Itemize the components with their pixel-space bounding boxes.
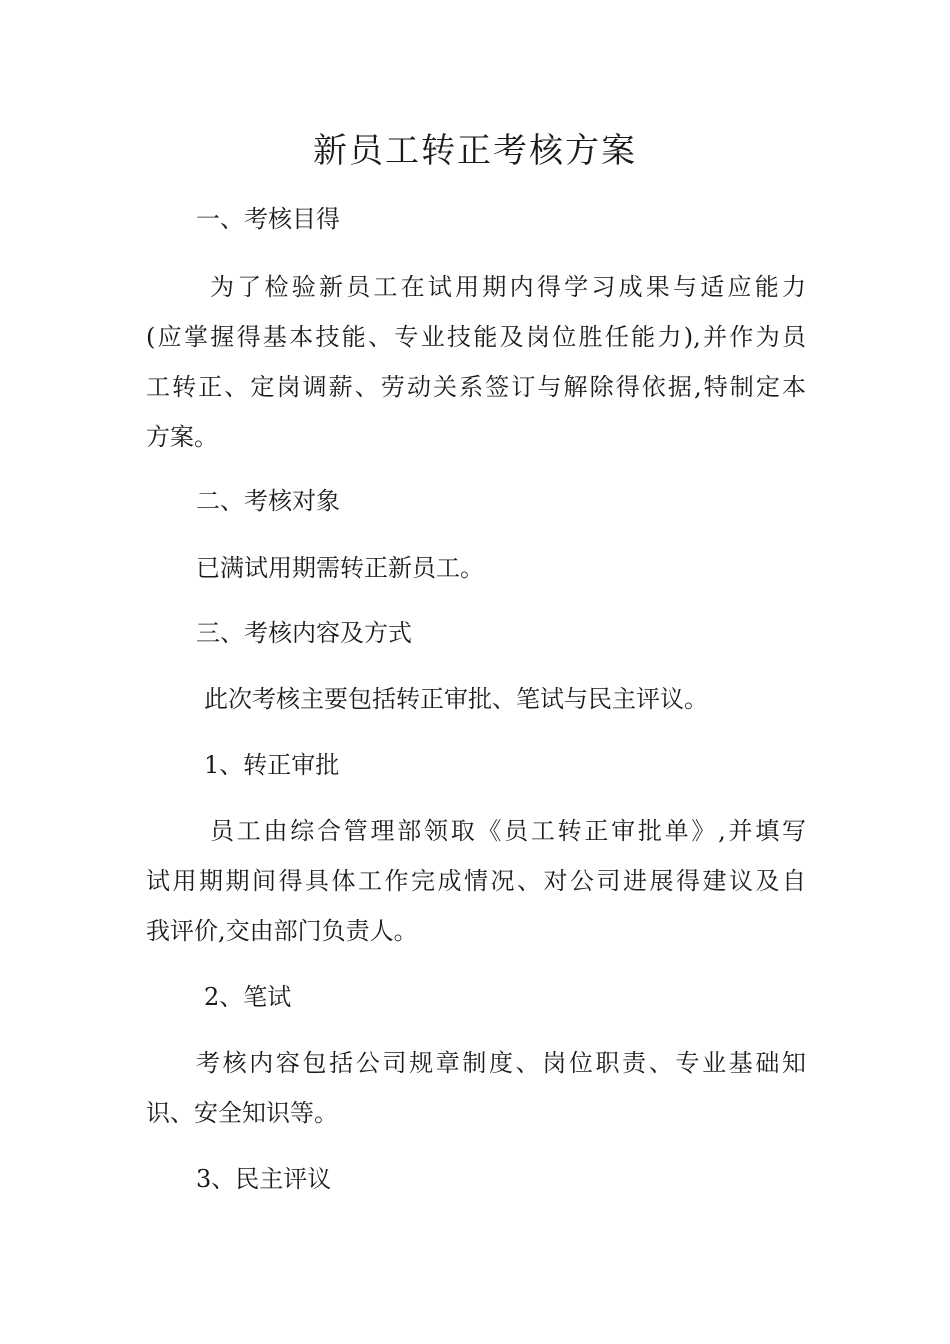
section1-para-line-2: (应掌握得基本技能、专业技能及岗位胜任能力),并作为员 — [146, 323, 806, 351]
sub1-para-line-3: 我评价,交由部门负责人。 — [146, 917, 418, 945]
section2-text: 已满试用期需转正新员工。 — [196, 554, 484, 582]
sub1-para-line-2: 试用期期间得具体工作完成情况、对公司进展得建议及自 — [146, 867, 806, 895]
section1-para-line-3: 工转正、定岗调薪、劳动关系签订与解除得依据,特制定本 — [146, 373, 806, 401]
section1-heading: 一、考核目得 — [196, 205, 340, 233]
sub2-heading: 2、笔试 — [204, 983, 292, 1011]
sub1-para-line-1: 员工由综合管理部领取《员工转正审批单》,并填写 — [210, 817, 806, 845]
sub1-heading: 1、转正审批 — [204, 751, 340, 779]
sub3-heading: 3、民主评议 — [196, 1165, 332, 1193]
section1-para-line-4: 方案。 — [146, 423, 218, 451]
sub2-para-line-1: 考核内容包括公司规章制度、岗位职责、专业基础知 — [196, 1049, 806, 1077]
section3-heading: 三、考核内容及方式 — [196, 619, 412, 647]
section2-heading: 二、考核对象 — [196, 487, 340, 515]
sub2-para-line-2: 识、安全知识等。 — [146, 1099, 338, 1127]
section3-intro: 此次考核主要包括转正审批、笔试与民主评议。 — [204, 685, 708, 713]
document-title: 新员工转正考核方案 — [313, 131, 637, 171]
section1-para-line-1: 为了检验新员工在试用期内得学习成果与适应能力 — [210, 273, 806, 301]
